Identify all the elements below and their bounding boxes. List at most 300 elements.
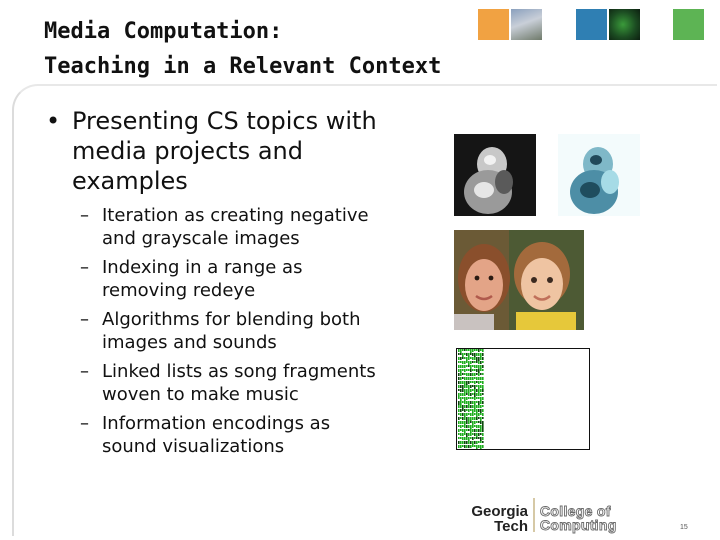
sound-bar-segment	[472, 365, 474, 367]
sound-bar-segment	[476, 361, 478, 363]
sound-bar-segment	[470, 357, 472, 359]
sub-bullet-dash: –	[80, 257, 89, 278]
sound-bar-segment	[470, 377, 472, 380]
sub-bullet-line: Linked lists as song fragments	[102, 361, 376, 382]
sound-bar-segment	[476, 441, 478, 444]
sound-bar-segment	[464, 429, 466, 433]
sound-bar-segment	[482, 381, 484, 384]
sound-bar-segment	[478, 361, 480, 364]
main-bullet-line: Presenting CS topics with	[72, 107, 377, 135]
sound-bar-segment	[482, 413, 484, 416]
sound-bar-segment	[476, 437, 478, 439]
logo-org-name	[462, 504, 528, 534]
sound-bar-segment	[470, 413, 472, 416]
sound-bar-segment	[464, 373, 466, 375]
sound-bar-segment	[470, 361, 472, 364]
sound-bar-segment	[472, 425, 474, 428]
sound-bar-segment	[480, 369, 482, 371]
sound-bar-segment	[478, 377, 480, 380]
sound-bar-segment	[466, 445, 468, 448]
sound-bar-segment	[476, 369, 478, 372]
sound-bar-segment	[458, 409, 460, 412]
sound-bar-segment	[460, 385, 462, 388]
sound-bar-segment	[460, 361, 462, 363]
sound-bar-segment	[458, 429, 460, 432]
sound-bar-segment	[474, 393, 476, 397]
sound-bar-segment	[470, 409, 472, 411]
sound-bar-segment	[472, 401, 474, 404]
sound-bar-segment	[464, 381, 466, 385]
sound-bar-segment	[476, 349, 478, 351]
sound-bar-segment	[470, 445, 472, 448]
sound-bar-segment	[464, 365, 466, 368]
sub-bullet-dash: –	[80, 309, 89, 330]
sound-bar-segment	[480, 401, 482, 404]
sound-bar-segment	[472, 381, 474, 383]
sound-bar-segment	[478, 417, 480, 419]
sound-bar-segment	[482, 401, 484, 404]
sound-bar-segment	[464, 369, 466, 372]
sound-bar-segment	[460, 441, 462, 444]
logo-divider	[533, 498, 535, 532]
sound-bar-segment	[460, 409, 462, 412]
sound-bar-segment	[478, 401, 480, 405]
sound-bar-segment	[466, 385, 468, 388]
sound-bar-segment	[466, 349, 468, 351]
sound-bar-segment	[470, 421, 472, 423]
sub-bullet-line: Indexing in a range as	[102, 257, 303, 278]
sound-bar-segment	[470, 397, 472, 399]
sound-bar-segment	[474, 405, 476, 409]
sound-bar-segment	[470, 417, 472, 421]
sound-bar-segment	[458, 401, 460, 405]
sound-bar-segment	[482, 425, 484, 429]
sound-bar-segment	[464, 353, 466, 355]
sound-bar-segment	[482, 369, 484, 371]
sound-bar-segment	[460, 405, 462, 408]
sound-bar-segment	[480, 393, 482, 396]
sound-bar-segment	[466, 381, 468, 385]
sound-bar-segment	[466, 429, 468, 431]
sound-bar-segment	[460, 445, 462, 448]
sound-bar-segment	[466, 409, 468, 411]
sound-bar-segment	[460, 401, 462, 405]
sound-bar-segment	[478, 353, 480, 356]
sound-bar-segment	[470, 385, 472, 388]
sound-bar-segment	[468, 409, 470, 412]
sound-bar-segment	[468, 377, 470, 380]
sound-bar-segment	[474, 421, 476, 424]
sound-bar-segment	[480, 409, 482, 413]
sound-bar-segment	[474, 389, 476, 393]
sound-bar-segment	[458, 349, 460, 352]
sound-bar-segment	[474, 365, 476, 368]
sound-bar-segment	[460, 417, 462, 419]
sound-bar-segment	[476, 377, 478, 380]
sound-bar-segment	[466, 353, 468, 356]
sound-bar-segment	[472, 357, 474, 360]
sound-bar-segment	[464, 385, 466, 388]
sound-bar-segment	[462, 373, 464, 375]
sound-bar-segment	[464, 425, 466, 428]
logo-dept-line: College of	[540, 503, 611, 519]
sound-bar-segment	[462, 437, 464, 440]
sound-bar-segment	[472, 369, 474, 371]
sound-bar-segment	[470, 353, 472, 355]
sound-bar-segment	[474, 397, 476, 400]
sound-bar-segment	[458, 437, 460, 439]
sound-bar-segment	[458, 441, 460, 444]
sound-bar-segment	[480, 405, 482, 408]
sound-bar-segment	[466, 401, 468, 404]
sound-bar-segment	[472, 441, 474, 445]
sound-bar-segment	[468, 425, 470, 428]
sub-bullet-line: Information encodings as	[102, 413, 331, 434]
sound-bar-segment	[464, 393, 466, 396]
sound-bar-segment	[482, 349, 484, 352]
sound-bar-segment	[468, 357, 470, 360]
sound-bar-segment	[476, 385, 478, 387]
sound-bar-segment	[458, 445, 460, 448]
sub-bullet	[80, 256, 420, 302]
sound-bar-segment	[474, 445, 476, 447]
sound-bar-segment	[474, 409, 476, 412]
sound-bar-segment	[474, 353, 476, 357]
sound-bar-segment	[476, 365, 478, 368]
sound-bar-segment	[464, 405, 466, 408]
sound-bar-segment	[482, 433, 484, 436]
title-line-2: Teaching in a Relevant Context	[44, 54, 442, 79]
sound-bar-segment	[470, 365, 472, 369]
sound-bar-segment	[466, 389, 468, 393]
sound-bar-segment	[460, 421, 462, 424]
sound-bar-segment	[476, 405, 478, 408]
sound-bar-segment	[468, 373, 470, 376]
sub-bullet-dash: –	[80, 413, 89, 434]
sound-bar-segment	[462, 445, 464, 447]
sound-bar-segment	[470, 381, 472, 383]
sound-bar-segment	[470, 401, 472, 404]
header-tile-blue	[576, 9, 607, 40]
sound-bar-segment	[460, 393, 462, 396]
sound-bar-segment	[468, 385, 470, 389]
sub-bullet-text	[102, 360, 420, 406]
sound-bar-segment	[472, 409, 474, 413]
sound-bar-segment	[476, 433, 478, 437]
sound-bar-segment	[468, 369, 470, 371]
sound-bar-segment	[472, 385, 474, 387]
sound-bar-segment	[468, 437, 470, 441]
sound-bar-segment	[482, 409, 484, 412]
sound-bar-segment	[476, 393, 478, 396]
sound-bar-segment	[470, 433, 472, 436]
sound-bar-segment	[472, 405, 474, 408]
sound-bar-segment	[464, 349, 466, 351]
sound-bar-segment	[468, 361, 470, 365]
sound-bar-segment	[464, 437, 466, 440]
sound-bar-segment	[472, 417, 474, 420]
sound-bar-segment	[468, 413, 470, 415]
sound-bar-segment	[462, 441, 464, 444]
sound-bar-segment	[476, 353, 478, 356]
sound-bar-segment	[464, 441, 466, 444]
sound-bar-segment	[462, 393, 464, 396]
sub-bullet-text	[102, 204, 420, 250]
sound-bar-segment	[472, 413, 474, 416]
sound-bar-segment	[458, 381, 460, 384]
georgia-tech-logo	[462, 494, 632, 534]
sound-bar-segment	[472, 353, 474, 356]
sound-bar-segment	[482, 373, 484, 375]
sound-bar-segment	[470, 389, 472, 392]
sound-bar-segment	[466, 365, 468, 367]
sound-bar-segment	[478, 429, 480, 432]
sound-bar-segment	[480, 349, 482, 351]
sound-bar-segment	[466, 357, 468, 361]
sound-bar-segment	[480, 429, 482, 432]
sound-bar-segment	[468, 349, 470, 351]
sound-bar-segment	[470, 369, 472, 372]
sound-bar-segment	[476, 421, 478, 423]
sub-bullet-line: woven to make music	[102, 384, 299, 405]
sound-bar-segment	[462, 405, 464, 409]
header-tile-photo	[511, 9, 542, 40]
sound-bar-segment	[458, 361, 460, 363]
sound-bar-segment	[482, 429, 484, 432]
sound-bar-segment	[466, 437, 468, 440]
logo-org-line: Tech	[494, 518, 528, 535]
sound-bar-segment	[476, 417, 478, 420]
sound-bar-segment	[460, 413, 462, 416]
sound-bar-segment	[466, 369, 468, 371]
sound-bar-segment	[468, 417, 470, 421]
sound-bar-segment	[480, 357, 482, 360]
sound-bar-segment	[464, 433, 466, 435]
sound-bar-segment	[482, 353, 484, 356]
sound-bar-segment	[460, 369, 462, 373]
sound-bar-segment	[462, 353, 464, 357]
sound-bar-segment	[470, 437, 472, 439]
redeye-photo	[454, 230, 584, 330]
sound-bar-segment	[482, 361, 484, 363]
sub-bullet-text	[102, 308, 420, 354]
sub-bullet-line: and grayscale images	[102, 228, 300, 249]
sound-visualization	[456, 348, 590, 450]
sound-bar-segment	[480, 413, 482, 415]
sound-bar-segment	[462, 381, 464, 384]
sound-bar-segment	[478, 421, 480, 423]
sound-bar-segment	[468, 405, 470, 408]
sound-bar-segment	[468, 365, 470, 367]
sound-bar-segment	[480, 373, 482, 375]
sound-bar-segment	[462, 421, 464, 424]
sound-bar-segment	[474, 413, 476, 415]
page-number: 15	[680, 524, 688, 531]
sound-bar-segment	[474, 433, 476, 436]
sound-bar-segment	[470, 441, 472, 444]
sub-bullet	[80, 308, 420, 354]
sound-bar-segment	[460, 373, 462, 376]
sound-bar-segment	[458, 365, 460, 368]
sound-bar-segment	[458, 405, 460, 408]
sound-bar-segment	[478, 437, 480, 439]
sub-bullet	[80, 204, 420, 250]
sound-bar-segment	[464, 401, 466, 404]
sound-bar-segment	[458, 393, 460, 397]
sound-bar-segment	[458, 369, 460, 372]
sound-bar-segment	[478, 425, 480, 428]
sound-bar-segment	[462, 397, 464, 399]
sound-bar-segment	[472, 445, 474, 447]
sound-bar-segment	[472, 433, 474, 435]
main-bullet-line: media projects and	[72, 137, 303, 165]
sound-bar-segment	[466, 421, 468, 424]
sound-bar-segment	[482, 397, 484, 400]
sound-bar-segment	[462, 433, 464, 436]
sound-bar-segment	[458, 373, 460, 376]
sound-bar-segment	[480, 425, 482, 429]
sound-bar-segment	[458, 413, 460, 415]
sound-bar-segment	[478, 433, 480, 436]
sub-bullet-text	[102, 256, 420, 302]
sound-bar-segment	[472, 373, 474, 376]
main-bullet-line: examples	[72, 167, 188, 195]
sub-bullet-dash: –	[80, 361, 89, 382]
sound-bar-segment	[458, 433, 460, 435]
sound-bar-segment	[460, 377, 462, 380]
sound-bar-segment	[476, 409, 478, 413]
sound-bar-segment	[478, 405, 480, 408]
sound-bar-segment	[482, 385, 484, 389]
sound-bar-segment	[480, 385, 482, 388]
sound-bar-segment	[480, 417, 482, 421]
sound-bar-segment	[482, 441, 484, 443]
logo-dept-line: Computing	[540, 517, 617, 533]
sound-bar-segment	[468, 433, 470, 436]
sound-bar-segment	[458, 397, 460, 399]
header-tile-green	[673, 9, 704, 40]
sub-bullet-dash: –	[80, 205, 89, 226]
sound-bar-segment	[468, 393, 470, 396]
sub-bullet-line: removing redeye	[102, 280, 256, 301]
sound-bar-segment	[458, 353, 460, 355]
sound-bar-segment	[464, 417, 466, 420]
sound-bar-segment	[470, 373, 472, 376]
sound-bar-segment	[466, 405, 468, 408]
sound-bar-segment	[460, 357, 462, 360]
sound-bar-segment	[462, 389, 464, 392]
sound-bar-segment	[458, 389, 460, 391]
sound-bar-segment	[480, 441, 482, 443]
sound-bar-segment	[462, 385, 464, 389]
sound-bar-segment	[472, 389, 474, 391]
sound-bar-segment	[462, 409, 464, 411]
sound-bar-segment	[468, 353, 470, 357]
sound-bar-segment	[472, 397, 474, 399]
sound-bar-segment	[482, 417, 484, 419]
sound-bar-segment	[460, 437, 462, 439]
sound-bar-segment	[462, 365, 464, 368]
sound-bar-segment	[472, 377, 474, 380]
sound-bar-segment	[460, 397, 462, 401]
sound-bar-segment	[474, 385, 476, 389]
sound-bar-segment	[472, 421, 474, 425]
sound-bar-segment	[466, 413, 468, 416]
sound-bar-segment	[482, 357, 484, 360]
sound-bar-segment	[464, 421, 466, 425]
sound-bar-segment	[458, 385, 460, 388]
sound-bar-segment	[468, 441, 470, 444]
sound-bar-segment	[464, 389, 466, 393]
bullet-dot: •	[46, 107, 61, 135]
sound-bar-segment	[482, 421, 484, 425]
sound-bar-segment	[462, 357, 464, 359]
sound-bar-segment	[480, 381, 482, 383]
sound-bar-segment	[480, 437, 482, 441]
sound-bar-segment	[462, 425, 464, 427]
grayscale-image	[454, 134, 536, 216]
sound-bar-segment	[460, 389, 462, 392]
header-tile-orange	[478, 9, 509, 40]
sub-bullet	[80, 360, 420, 406]
sound-bar-segment	[474, 369, 476, 371]
sound-bar-segment	[476, 389, 478, 392]
sound-bar-segment	[478, 369, 480, 373]
sound-bar-segment	[474, 401, 476, 405]
sound-bar-segment	[468, 421, 470, 424]
sound-bar-segment	[470, 425, 472, 429]
sound-bar-segment	[474, 417, 476, 420]
sound-bar-segment	[460, 429, 462, 431]
sound-bar-segment	[482, 377, 484, 380]
sound-bar-segment	[480, 397, 482, 401]
sound-bar-segment	[474, 429, 476, 432]
sound-bar-segment	[464, 357, 466, 359]
sound-bar-segment	[478, 409, 480, 412]
sound-bar-segment	[482, 393, 484, 395]
sound-bar-segment	[472, 361, 474, 363]
sound-bar-segment	[464, 361, 466, 364]
sound-bar-segment	[462, 369, 464, 371]
sound-bar-segment	[458, 421, 460, 424]
sound-bar-segment	[472, 349, 474, 352]
sound-bar-segment	[474, 425, 476, 427]
sound-bar-segment	[464, 409, 466, 412]
sound-bar-segment	[458, 377, 460, 380]
sound-bar-segment	[482, 445, 484, 448]
sub-bullet	[80, 412, 420, 458]
sound-bar-segment	[466, 433, 468, 437]
sound-bar-segment	[460, 353, 462, 355]
sound-bar-segment	[478, 385, 480, 389]
sound-bar-segment	[476, 425, 478, 428]
sound-bar-segment	[480, 445, 482, 449]
sound-bar-segment	[466, 393, 468, 395]
sound-bar-segment	[470, 429, 472, 433]
sound-bar-segment	[460, 425, 462, 428]
sound-bar-segment	[476, 401, 478, 403]
sound-bar-segment	[478, 365, 480, 369]
sound-bar-segment	[460, 349, 462, 353]
slide-title	[44, 14, 504, 84]
sound-bar-segment	[474, 377, 476, 379]
sound-bar-segment	[478, 381, 480, 384]
sound-bar-segment	[478, 393, 480, 396]
sound-bar-segment	[464, 377, 466, 380]
sound-bar-segment	[464, 413, 466, 417]
sound-bar-segment	[482, 437, 484, 440]
sound-bar-segment	[476, 381, 478, 383]
